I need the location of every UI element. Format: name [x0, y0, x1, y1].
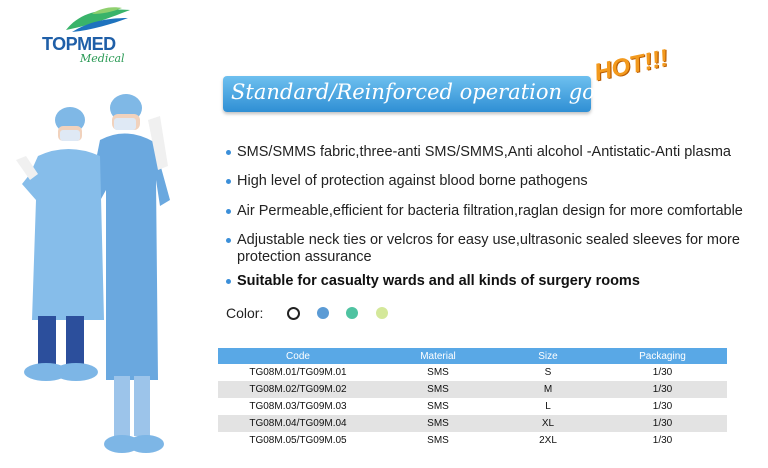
color-label: Color: — [226, 305, 264, 321]
topmed-logo — [42, 4, 152, 66]
product-title: Standard/Reinforced operation gown — [231, 80, 627, 104]
product-photo — [8, 80, 208, 465]
feature-text: Air Permeable,efficient for bacteria filtration,raglan design for more comfortable — [237, 203, 743, 219]
cell-material: SMS — [427, 367, 449, 378]
color-swatch-lightgreen[interactable] — [376, 307, 388, 319]
cell-packaging: 1/30 — [652, 435, 673, 446]
logo-sub-text: Medical — [80, 52, 125, 65]
cell-size: L — [545, 401, 551, 412]
cell-packaging: 1/30 — [652, 401, 673, 412]
bullet-icon — [226, 179, 231, 184]
color-swatch-green[interactable] — [346, 307, 358, 319]
cell-size: M — [498, 381, 598, 398]
bullet-icon — [226, 279, 231, 284]
feature-item — [224, 273, 640, 290]
header-material: Material — [378, 348, 498, 364]
header-code: Code — [218, 348, 378, 364]
table-row — [218, 415, 727, 432]
cell-material: SMS — [378, 381, 498, 398]
feature-item — [224, 173, 588, 190]
cell-code: TG08M.04/TG09M.04 — [218, 415, 378, 432]
cell-packaging: 1/30 — [652, 367, 673, 378]
cell-material: SMS — [378, 415, 498, 432]
feature-item — [224, 203, 743, 220]
color-swatch-blue[interactable] — [317, 307, 329, 319]
cell-packaging: 1/30 — [598, 381, 727, 398]
cell-size: 2XL — [539, 435, 557, 446]
feature-item — [224, 232, 764, 266]
feature-text: Adjustable neck ties or velcros for easy use,ultrasonic sealed sleeves for more protection assurance — [237, 232, 740, 265]
table-header-row — [218, 348, 727, 364]
cell-code: TG08M.05/TG09M.05 — [249, 435, 347, 446]
spec-table — [218, 348, 727, 449]
title-banner — [223, 76, 627, 112]
feature-text: High level of protection against blood borne pathogens — [237, 173, 588, 189]
feature-text: SMS/SMMS fabric,three-anti SMS/SMMS,Anti alcohol -Antistatic-Anti plasma — [237, 144, 731, 160]
bullet-icon — [226, 150, 231, 155]
header-size: Size — [498, 348, 598, 364]
logo-brand-text: TOPMED — [42, 34, 116, 54]
cell-code: TG08M.03/TG09M.03 — [249, 401, 347, 412]
table-row — [218, 432, 727, 449]
table-row — [218, 364, 727, 381]
cell-code: TG08M.01/TG09M.01 — [249, 367, 347, 378]
color-swatch-white[interactable] — [287, 307, 300, 320]
surgeon-front-figure — [16, 107, 104, 381]
table-row — [218, 381, 727, 398]
header-packaging: Packaging — [598, 348, 727, 364]
hot-badge: HOT!!! — [591, 44, 671, 87]
cell-size: XL — [498, 415, 598, 432]
cell-size: S — [544, 367, 552, 378]
bullet-icon — [226, 209, 231, 214]
feature-text: Suitable for casualty wards and all kinds of surgery rooms — [237, 273, 640, 289]
cell-packaging: 1/30 — [598, 415, 727, 432]
leaf-logo-icon — [62, 6, 134, 34]
cell-material: SMS — [427, 435, 449, 446]
feature-item — [224, 144, 731, 161]
cell-material: SMS — [427, 401, 449, 412]
cell-code: TG08M.02/TG09M.02 — [218, 381, 378, 398]
table-row — [218, 398, 727, 415]
bullet-icon — [226, 238, 231, 243]
